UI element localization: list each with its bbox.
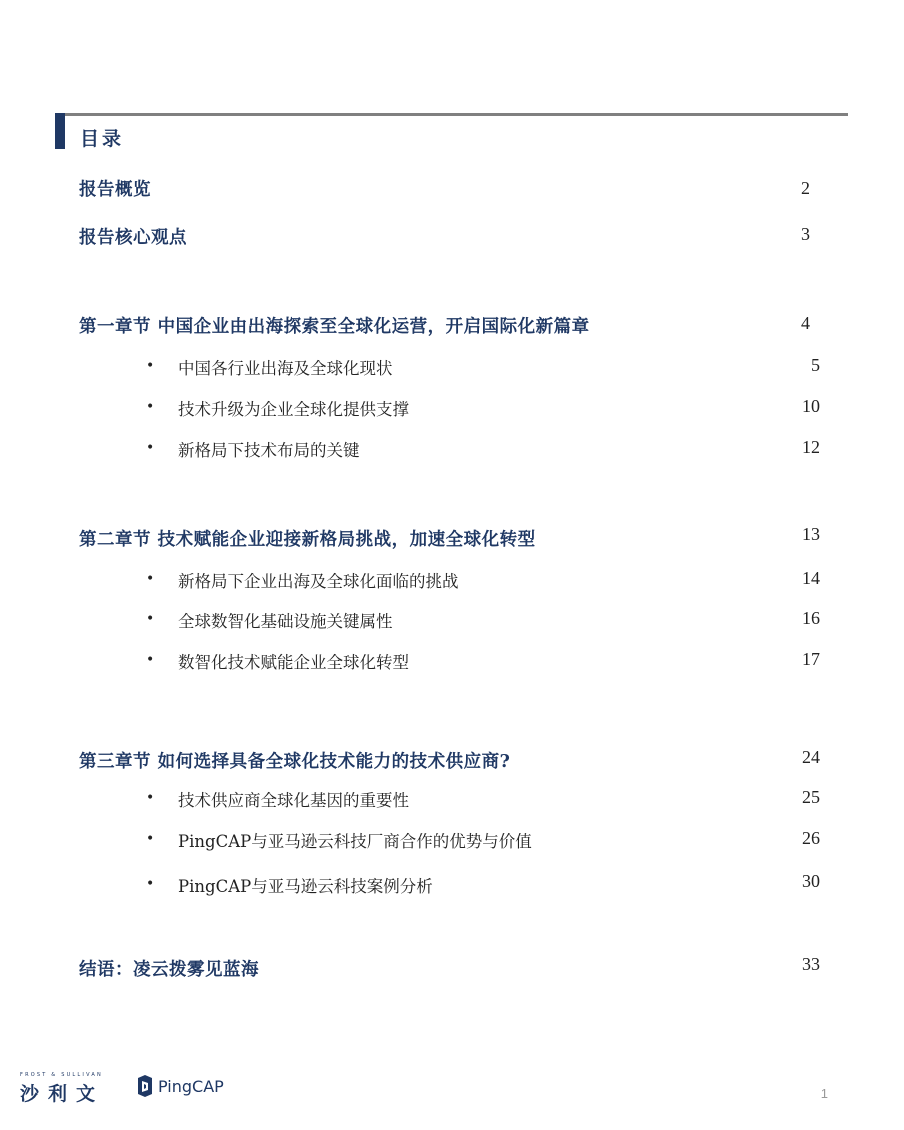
bullet-icon: • xyxy=(146,399,155,415)
header-rule xyxy=(62,113,848,116)
title-accent-bar xyxy=(55,113,65,149)
toc-subentry[interactable]: 数智化技术赋能企业全球化转型 xyxy=(178,653,409,672)
toc-subentry-page: 12 xyxy=(802,437,820,457)
toc-subentry[interactable]: PingCAP与亚马逊云科技案例分析 xyxy=(178,877,433,896)
toc-subentry-page: 30 xyxy=(802,871,820,891)
toc-page-chapter-1: 4 xyxy=(801,313,810,333)
toc-entry-core[interactable]: 报告核心观点 xyxy=(79,228,187,248)
toc-page-conclusion: 33 xyxy=(802,954,820,974)
bullet-icon: • xyxy=(146,876,155,892)
page-title: 目录 xyxy=(80,128,125,150)
toc-page-core: 3 xyxy=(801,224,810,244)
page-number: 1 xyxy=(820,1086,828,1101)
pingcap-mark-icon xyxy=(136,1075,154,1097)
toc-subentry[interactable]: 新格局下技术布局的关键 xyxy=(178,441,360,460)
toc-subentry-page: 14 xyxy=(802,568,820,588)
pingcap-logo: PingCAP xyxy=(136,1075,224,1097)
toc-page-overview: 2 xyxy=(801,178,810,198)
toc-page-chapter-3: 24 xyxy=(802,747,820,767)
toc-entry-conclusion[interactable]: 结语：凌云拨雾见蓝海 xyxy=(79,960,259,980)
toc-subentry-page: 16 xyxy=(802,608,820,628)
toc-subentry[interactable]: 技术升级为企业全球化提供支撑 xyxy=(178,400,409,419)
toc-entry-chapter-2[interactable]: 第二章节 技术赋能企业迎接新格局挑战，加速全球化转型 xyxy=(79,530,536,550)
toc-subentry[interactable]: 技术供应商全球化基因的重要性 xyxy=(178,791,409,810)
toc-entry-overview[interactable]: 报告概览 xyxy=(79,180,151,200)
toc-subentry-page: 25 xyxy=(802,787,820,807)
toc-subentry[interactable]: 中国各行业出海及全球化现状 xyxy=(178,359,393,378)
toc-subentry-page: 10 xyxy=(802,396,820,416)
toc-page-chapter-2: 13 xyxy=(802,524,820,544)
toc-entry-chapter-1[interactable]: 第一章节 中国企业由出海探索至全球化运营，开启国际化新篇章 xyxy=(79,317,590,337)
bullet-icon: • xyxy=(146,611,155,627)
bullet-icon: • xyxy=(146,831,155,847)
bullet-icon: • xyxy=(146,652,155,668)
bullet-icon: • xyxy=(146,358,155,374)
bullet-icon: • xyxy=(146,790,155,806)
toc-subentry[interactable]: 全球数智化基础设施关键属性 xyxy=(178,612,393,631)
frost-sullivan-logo: FROST & SULLIVAN 沙利文 xyxy=(20,1072,105,1105)
toc-entry-chapter-3[interactable]: 第三章节 如何选择具备全球化技术能力的技术供应商? xyxy=(79,752,511,772)
toc-subentry-page: 17 xyxy=(802,649,820,669)
toc-subentry[interactable]: 新格局下企业出海及全球化面临的挑战 xyxy=(178,572,459,591)
toc-subentry[interactable]: PingCAP与亚马逊云科技厂商合作的优势与价值 xyxy=(178,832,532,851)
toc-subentry-page: 5 xyxy=(811,355,820,375)
bullet-icon: • xyxy=(146,440,155,456)
toc-subentry-page: 26 xyxy=(802,828,820,848)
bullet-icon: • xyxy=(146,571,155,587)
